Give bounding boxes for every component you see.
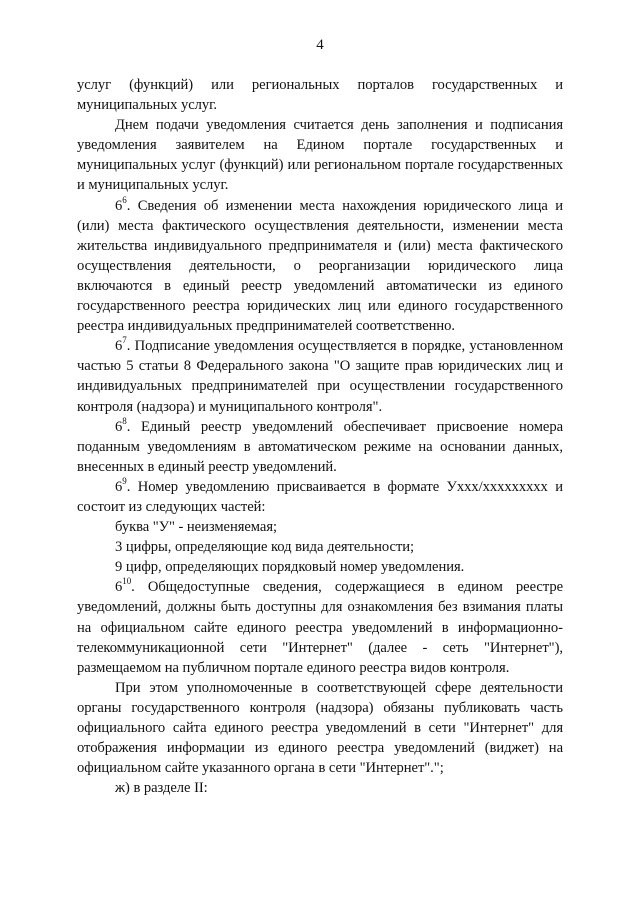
paragraph: буква "У" - неизменяемая; [115, 519, 277, 536]
page-number: 4 [316, 37, 324, 53]
clause-superscript: 9 [122, 476, 127, 487]
document-body [77, 75, 563, 798]
paragraph-clause-6-6 [77, 196, 563, 337]
paragraph-clause-6-8 [77, 417, 563, 477]
clause-text: . Общедоступные сведения, содержащиеся в едином реестре уведомлений, должны быть доступны для ознакомления без взимания платы на официальном сайте единого реестра уведомлений в информационно-телекоммуникационной сети "Интернет" (далее - сеть "Интернет"), размещаемом на публичном портале единого реестра видов контроля. [77, 579, 563, 676]
paragraph-clause-6-9 [77, 477, 563, 517]
clause-number: 6 [115, 197, 123, 214]
paragraph-clause-6-10 [77, 577, 563, 677]
clause-superscript: 6 [122, 194, 127, 205]
clause-superscript: 8 [122, 415, 127, 426]
clause-number: 6 [115, 338, 123, 355]
clause-number: 6 [115, 478, 123, 495]
clause-text: . Сведения об изменении места нахождения юридического лица и (или) места фактического осуществления деятельности, изменении места жительства индивидуального предпринимателя и (или) места фактического осуществления деятельности, о реорганизации юридического лица включаются в единый реестр уведомлений автоматически из единого государственного реестра юридических лиц или единого государственного реестра индивидуальных предпринимателей соответственно. [77, 197, 563, 335]
clause-text: . Подписание уведомления осуществляется в порядке, установленном частью 5 статьи 8 Федерального закона "О защите прав юридических лиц и индивидуальных предпринимателей при осуществлении государственного контроля (надзора) и муниципального контроля". [77, 338, 563, 415]
clause-superscript: 7 [122, 335, 127, 346]
paragraph-clause-6-7 [77, 336, 563, 416]
paragraph: услуг (функций) или региональных порталов государственных и муниципальных услуг. [77, 77, 563, 114]
clause-text: . Единый реестр уведомлений обеспечивает присвоение номера поданным уведомлениям в автоматическом режиме на основании данных, внесенных в единый реестр уведомлений. [77, 418, 563, 475]
clause-number: 6 [115, 418, 123, 435]
clause-number: 6 [115, 579, 123, 596]
paragraph: 9 цифр, определяющих порядковый номер уведомления. [115, 559, 465, 576]
clause-text: . Номер уведомлению присваивается в формате Уxxx/xxxxxxxxx и состоит из следующих частей: [77, 478, 563, 515]
clause-superscript: 10 [122, 576, 132, 587]
paragraph: ж) в разделе II: [115, 780, 208, 797]
paragraph: При этом уполномоченные в соответствующей сфере деятельности органы государственного контроля (надзора) обязаны публиковать часть официального сайта единого реестра уведомлений в сети "Интернет" для отображения информации из единого реестра уведомлений (виджет) на официальном сайте указанного органа в сети "Интернет"."; [77, 679, 563, 777]
paragraph: Днем подачи уведомления считается день заполнения и подписания уведомления заявителем на Едином портале государственных и муниципальных услуг (функций) или региональном портале государственных и муниципальных услуг. [77, 117, 563, 194]
paragraph: 3 цифры, определяющие код вида деятельности; [115, 539, 415, 556]
